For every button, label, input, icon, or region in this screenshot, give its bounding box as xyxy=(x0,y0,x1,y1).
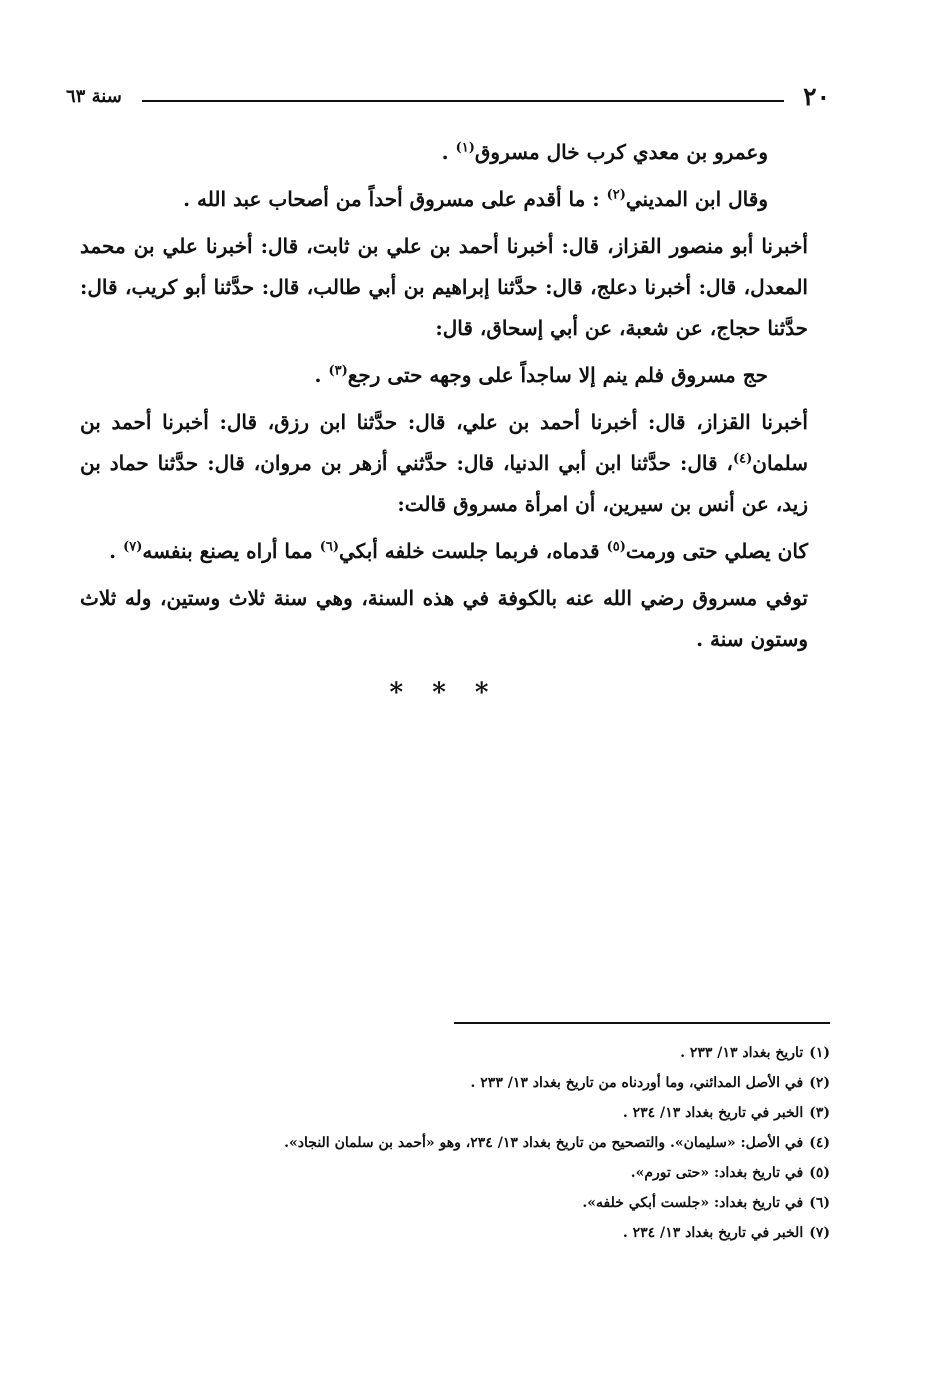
page-header xyxy=(66,82,830,112)
footnote-1: (١)تاريخ بغداد ١٣/ ٢٣٣ . xyxy=(680,1045,830,1061)
running-head: سنة ٦٣ xyxy=(66,86,122,107)
paragraph-3: أخبرنا أبو منصور القزاز، قال: أخبرنا أحمد بن علي بن ثابت، قال: أخبرنا علي بن محمد المعدل، قال: أخبرنا دعلج، قال: حدَّثنا إبراهيم بن أبي طالب، قال: حدَّثنا أبو كريب، قال: حدَّثنا حجاج، عن شعبة، عن أبي إسحاق، قال: xyxy=(80,234,808,340)
footnote-ref-1: (١) xyxy=(455,140,475,156)
paragraph-2: وقال ابن المديني$^{(٢)}$ : ما أقدم على مسروق أحداً من أصحاب عبد الله . xyxy=(183,187,768,211)
footnote-ref-6: (٦) xyxy=(319,539,339,555)
footnotes xyxy=(90,1038,830,1248)
footnote-4: (٤)في الأصل: «سليمان». والتصحيح من تاريخ بغداد ١٣/ ٢٣٤، وهو «أحمد بن سلمان النجاد». xyxy=(284,1135,830,1151)
footnote-3: (٣)الخبر في تاريخ بغداد ١٣/ ٢٣٤ . xyxy=(622,1105,830,1121)
footnote-ref-2: (٢) xyxy=(606,187,626,203)
page-number: ٢٠ xyxy=(803,82,830,111)
footnote-7: (٧)الخبر في تاريخ بغداد ١٣/ ٢٣٤ . xyxy=(622,1225,830,1241)
footnote-ref-7: (٧) xyxy=(123,539,143,555)
footnote-ref-3: (٣) xyxy=(328,363,348,379)
footnote-ref-4: (٤) xyxy=(732,451,753,467)
paragraph-7: توفي مسروق رضي الله عنه بالكوفة في هذه السنة، وهي سنة ثلاث وستين، وله ثلاث وستون سنة . xyxy=(80,586,808,651)
section-separator: * * * xyxy=(389,678,499,708)
footnote-ref-5: (٥) xyxy=(606,539,626,555)
footnote-rule xyxy=(454,1022,830,1024)
footnote-6: (٦)في تاريخ بغداد: «جلست أبكي خلفه». xyxy=(582,1195,830,1211)
paragraph-6: كان يصلي حتى ورمت$^{(٥)}$ قدماه، فربما جلست خلفه أبكي$^{(٦)}$ مما أراه يصنع بنفسه$^{(٧)}$ . xyxy=(109,539,808,563)
paragraph-1: وعمرو بن معدي كرب خال مسروق$^{(١)}$ . xyxy=(441,140,768,164)
footnote-2: (٢)في الأصل المدائني، وما أوردناه من تاريخ بغداد ١٣/ ٢٣٣ . xyxy=(470,1075,830,1091)
paragraph-5: أخبرنا القزاز، قال: أخبرنا أحمد بن علي، قال: حدَّثنا ابن رزق، قال: أخبرنا أحمد بن سلمان$^{(٤)}$، قال: حدَّثنا ابن أبي الدنيا، قال: حدَّثني أزهر بن مروان، قال: حدَّثنا حماد بن زيد، عن أنس بن سيرين، أن امرأة مسروق قالت: xyxy=(80,410,808,516)
main-text xyxy=(80,132,808,708)
footnote-5: (٥)في تاريخ بغداد: «حتى تورم». xyxy=(630,1165,830,1181)
paragraph-4: حج مسروق فلم ينم إلا ساجداً على وجهه حتى رجع$^{(٣)}$ . xyxy=(314,363,768,387)
header-rule xyxy=(142,100,784,102)
